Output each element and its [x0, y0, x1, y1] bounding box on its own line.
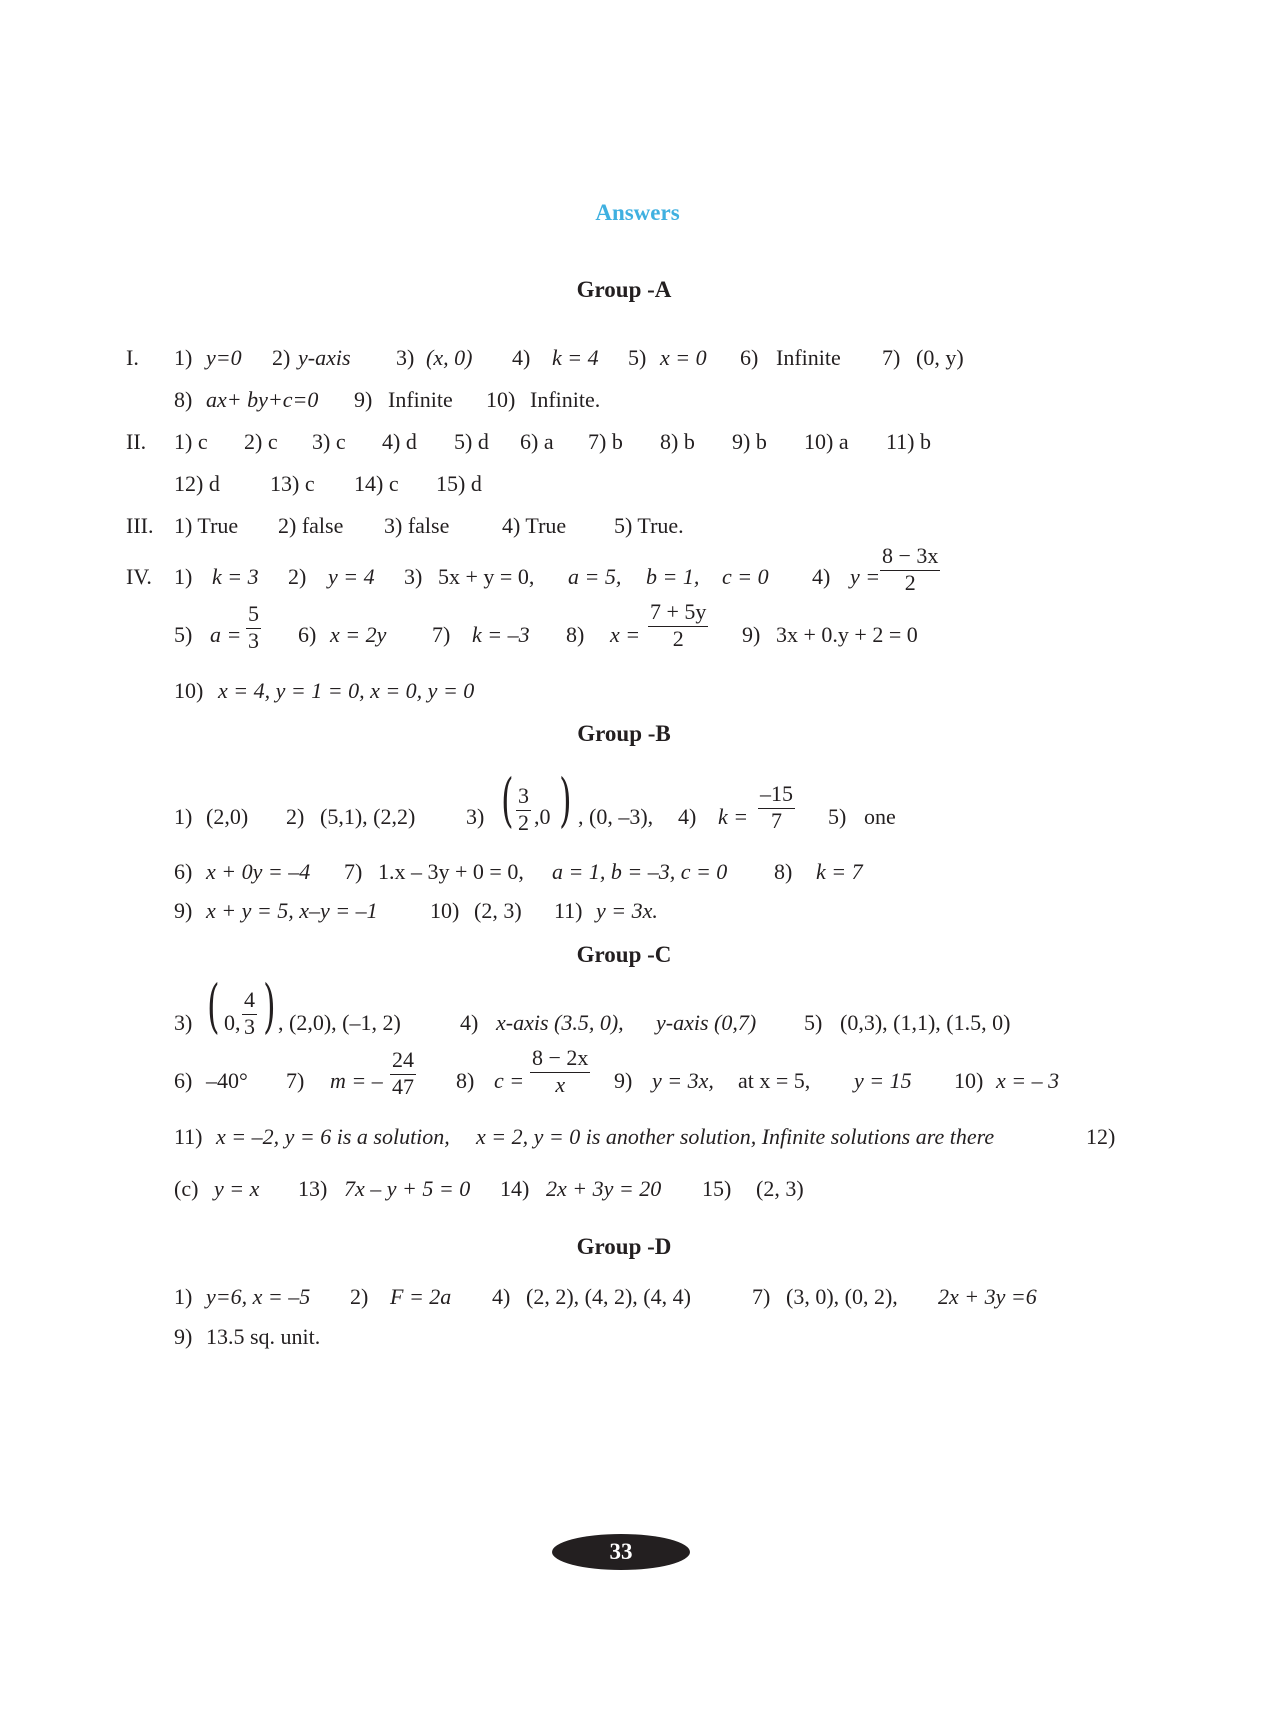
- fraction: $\frac{8 - 3x}{2}$: [882, 543, 939, 595]
- page-title: Answers: [595, 200, 680, 225]
- fraction: $\frac{4}{3}$: [244, 987, 255, 1039]
- roman-label: IV.: [126, 564, 152, 589]
- left-paren: (: [207, 972, 220, 1040]
- roman-label: II.: [126, 429, 147, 454]
- fraction: $\frac{5}{3}$: [248, 601, 259, 653]
- group-a-heading: Group -A: [576, 277, 672, 302]
- page-number-badge: 33: [552, 1534, 690, 1570]
- group-c-heading: Group -C: [576, 942, 672, 967]
- fraction: $\frac{7 + 5y}{2}$: [650, 599, 707, 651]
- group-d-heading: Group -D: [576, 1234, 672, 1259]
- fraction: $\frac{3}{2}$: [518, 783, 529, 835]
- roman-label: I.: [126, 345, 139, 370]
- roman-label: III.: [126, 513, 154, 538]
- group-b-heading: Group -B: [577, 721, 671, 746]
- right-paren: ): [559, 766, 572, 834]
- fraction: $\frac{24}{47}$: [392, 1047, 414, 1099]
- fraction: $\frac{-15}{7}$: [760, 781, 793, 833]
- left-paren: (: [501, 766, 514, 834]
- fraction: $\frac{8 - 2x}{x}$: [532, 1045, 589, 1097]
- right-paren: ): [263, 972, 276, 1040]
